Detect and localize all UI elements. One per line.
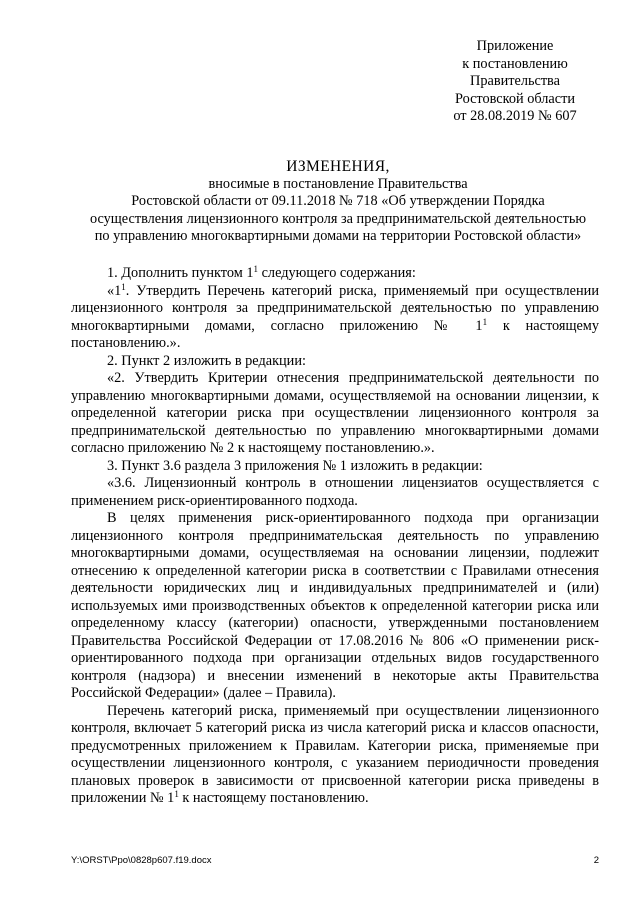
paragraph-text: 1. Дополнить пунктом 1 <box>107 265 254 281</box>
document-title: ИЗМЕНЕНИЯ, <box>286 158 390 175</box>
paragraph-6: «3.6. Лицензионный контроль в отношении лицензиатов осуществляется с применением риск-ориентированного подхода. <box>71 475 599 509</box>
paragraph-text: к настоящему постановлению.». <box>71 317 600 351</box>
paragraph-text: следующего содержания: <box>258 265 416 281</box>
appendix-line: от 28.08.2019 № 607 <box>453 108 577 124</box>
appendix-line: к постановлению <box>462 55 568 72</box>
superscript: 1 <box>482 316 488 327</box>
paragraph-8 <box>71 703 599 808</box>
paragraph-4: «2. Утвердить Критерии отнесения предпринимательской деятельности по управлению многоквартирными домами, осуществляемой на основании лицензии, к определенной категории риска при осуществлении лицензионного контроля за предпринимательской деятельностью по управлению многоквартирными домами согласно приложению № 2 к настоящему постановлению.». <box>71 370 599 456</box>
heading-line: вносимые в постановление Правительства <box>208 175 468 192</box>
file-path: Y:\ORST\Ppo\0828p607.f19.docx <box>71 855 212 866</box>
heading-line: Ростовской области от 09.11.2018 № 718 «Об утверждении Порядка <box>131 193 545 209</box>
paragraph-7: В целях применения риск-ориентированного подхода при организации лицензионного контроля предпринимательская деятельность по управлению многоквартирными домами, осуществляемая на основании лицензии, подлежит отнесению к определенной категории риска в соответствии с Правилами отнесения деятельности юридических лиц и индивидуальных предпринимателей и (или) используемых ими производственных объектов к определенной категории риска или определенному классу (категории) опасности, утвержденными постановлением Правительства Российской Федерации от 17.08.2016 № 806 «О применении риск-ориентированного подхода при организации отдельных видов государственного контроля (надзора) и внесении изменений в некоторые акты Правительства Российской Федерации» (далее – Правила). <box>71 510 599 701</box>
paragraph-3: 2. Пункт 2 изложить в редакции: <box>107 352 306 369</box>
paragraph-text: Перечень категорий риска, применяемый при осуществлении лицензионного контроля, включает 5 категорий риска из числа категорий риска и классов опасности, предусмотренных приложением к Правилам. Категории риска, применяемые при осуществлении лицензионного контроля, с указанием периодичности проведения плановых проверок в зависимости от присвоенной категории риска приведены в приложении № 1 <box>71 702 599 806</box>
heading-line: осуществления лицензионного контроля за предпринимательской деятельностью <box>89 210 587 227</box>
appendix-line: Приложение <box>476 38 554 54</box>
superscript: 1 <box>253 264 259 274</box>
appendix-block <box>420 38 610 126</box>
paragraph-text: . Утвердить Перечень категорий риска, применяемый при осуществлении лицензионного контроля за предпринимательской деятельностью по управлению многоквартирными домами, согласно приложению № 1 <box>71 282 599 334</box>
superscript: 1 <box>121 281 126 292</box>
paragraph-5: 3. Пункт 3.6 раздела 3 приложения № 1 изложить в редакции: <box>107 457 483 474</box>
page-number: 2 <box>593 855 599 866</box>
appendix-line: Правительства <box>470 73 560 89</box>
paragraph-2 <box>71 283 599 353</box>
paragraph-1 <box>71 265 599 283</box>
superscript: 1 <box>174 789 179 799</box>
heading-line: по управлению многоквартирными домами на территории Ростовской области» <box>94 228 582 244</box>
appendix-line: Ростовской области <box>454 90 576 107</box>
paragraph-text: к настоящему постановлению. <box>178 790 369 806</box>
paragraph-text: «1 <box>107 282 122 299</box>
document-body <box>71 265 599 808</box>
document-heading <box>50 158 626 246</box>
